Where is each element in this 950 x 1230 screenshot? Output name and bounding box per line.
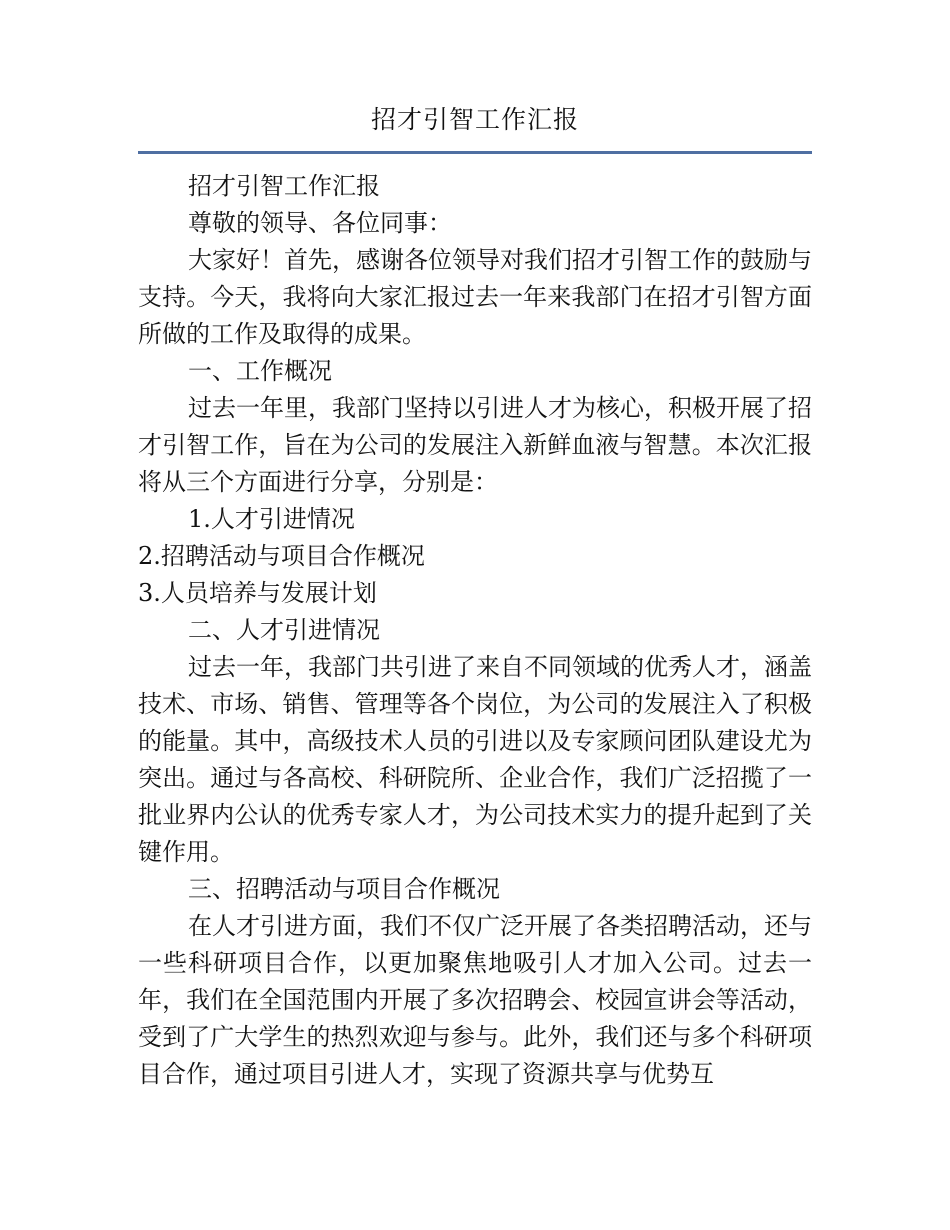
paragraph-talent: 过去一年，我部门共引进了来自不同领域的优秀人才，涵盖技术、市场、销售、管理等各个岗位，为公司的发展注入了积极的能量。其中，高级技术人员的引进以及专家顾问团队建设尤为突出。通过与各高校、科研院所、企业合作，我们广泛招揽了一批业界内公认的优秀专家人才，为公司技术实力的提升起到了关键作用。 — [138, 653, 812, 866]
header-divider — [138, 151, 812, 154]
document-body — [138, 168, 812, 1093]
paragraph-overview: 过去一年里，我部门坚持以引进人才为核心，积极开展了招才引智工作，旨在为公司的发展注入新鲜血液与智慧。本次汇报将从三个方面进行分享，分别是： — [138, 394, 812, 496]
list-item-2: 2.招聘活动与项目合作概况 — [138, 542, 425, 570]
paragraph-opening: 大家好！首先，感谢各位领导对我们招才引智工作的鼓励与支持。今天，我将向大家汇报过去一年来我部门在招才引智方面所做的工作及取得的成果。 — [138, 246, 812, 348]
document-title: 招才引智工作汇报 — [188, 172, 380, 200]
salutation: 尊敬的领导、各位同事： — [188, 209, 452, 237]
section-heading-overview: 一、工作概况 — [188, 357, 332, 385]
paragraph-recruitment: 在人才引进方面，我们不仅广泛开展了各类招聘活动，还与一些科研项目合作，以更加聚焦地吸引人才加入公司。过去一年，我们在全国范围内开展了多次招聘会、校园宣讲会等活动，受到了广大学生的热烈欢迎与参与。此外，我们还与多个科研项目合作，通过项目引进人才，实现了资源共享与优势互 — [138, 912, 812, 1088]
section-heading-recruitment: 三、招聘活动与项目合作概况 — [188, 875, 500, 903]
list-item-3: 3.人员培养与发展计划 — [138, 579, 377, 607]
section-heading-talent: 二、人才引进情况 — [188, 616, 380, 644]
list-item-1: 1.人才引进情况 — [188, 505, 355, 533]
page-header-title: 招才引智工作汇报 — [370, 105, 579, 134]
